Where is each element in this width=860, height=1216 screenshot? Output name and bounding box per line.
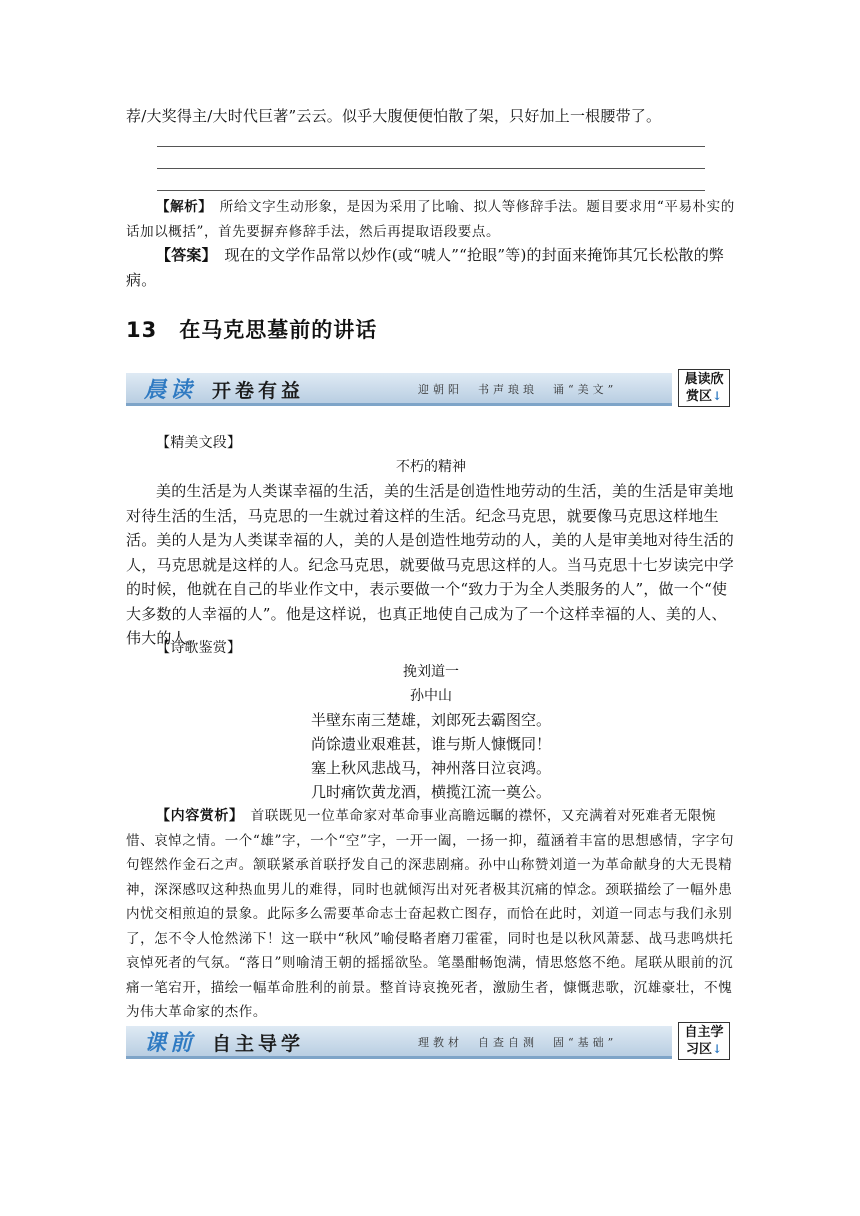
- banner-zone-box: [678, 1022, 730, 1060]
- banner-title: 开卷有益: [212, 380, 305, 402]
- banner-motto: 理教材 自查自测 固“基础”: [418, 1036, 618, 1049]
- analysis-text: 所给文字生动形象，是因为采用了比喻、拟人等修辞手法。题目要求用“平易朴实的话加以概括”，首先要摒弃修辞手法，然后再提取语段要点。: [126, 199, 735, 240]
- zone-label-line1: 晨读欣: [684, 372, 724, 387]
- answer-line-2: [157, 168, 705, 169]
- zone-label-line2: 赏区: [685, 389, 712, 404]
- zone-label-line2: 习区: [685, 1042, 712, 1057]
- zone-label-line1: 自主学: [684, 1025, 724, 1040]
- answer-text: 现在的文学作品常以炒作(或“唬人”“抢眼”等)的封面来掩饰其冗长松散的弊病。: [126, 246, 725, 289]
- banner-big-text: 课前: [144, 1030, 197, 1056]
- excerpt-text: 美的生活是为人类谋幸福的生活，美的生活是创造性地劳动的生活，美的生活是审美地对待生活的生活，马克思的一生就过着这样的生活。纪念马克思，就要像马克思这样地生活。美的人是为人类谋幸福的人，美的人是创造性地劳动的人，美的人是审美地对待生活的人，马克思就是这样的人。纪念马克思，就要做马克思这样的人。当马克思十七岁读完中学的时候，他就在自己的毕业作文中，表示要做一个“致力于为全人类服务的人”，做一个“使大多数的人幸福的人”。他是这样说，也真正地使自己成为了一个这样幸福的人、美的人、伟大的人。: [126, 482, 735, 647]
- analysis-paragraph: [126, 195, 736, 244]
- answer-line-1: [157, 146, 705, 147]
- excerpt-label: 【精美文段】: [156, 435, 242, 451]
- poem-author: 孙中山: [410, 688, 452, 704]
- self-study-banner: [126, 1020, 736, 1062]
- poem-line-4: 几时痛饮黄龙酒，横揽江流一奠公。: [310, 783, 551, 801]
- morning-reading-banner: [126, 367, 736, 409]
- poem-line-3: 塞上秋风悲战马，神州落日泣哀鸿。: [310, 759, 551, 777]
- poem-section-label: 【诗歌鉴赏】: [156, 640, 242, 656]
- content-analysis-paragraph: [126, 804, 736, 1025]
- content-analysis-text: 首联既见一位革命家对革命事业高瞻远瞩的襟怀，又充满着对死难者无限惋惜、哀悼之情。一个“雄”字，一个“空”字，一开一阖，一扬一抑，蕴涵着丰富的思想感情，字字句句铿然作金石之声。颔联紧承首联抒发自己的深悲剧痛。孙中山称赞刘道一为革命献身的大无畏精神，深深感叹这种热血男儿的难得，同时也就倾泻出对死者极其沉痛的悼念。颈联描绘了一幅外患内忧交相煎迫的景象。此际多么需要革命志士奋起救亡图存，而恰在此时，刘道一同志与我们永别了，怎不令人怆然涕下！这一联中“秋风”喻侵略者磨刀霍霍，同时也是以秋风萧瑟、战马悲鸣烘托哀悼死者的气氛。“落日”则喻清王朝的摇摇欲坠。笔墨酣畅饱满，情思悠悠不绝。尾联从眼前的沉痛一笔宕开，描绘一幅革命胜利的前景。整首诗哀挽死者，激励生者，慷慨悲歌，沉雄豪壮，不愧为伟大革命家的杰作。: [126, 808, 735, 1020]
- answer-line-3: [157, 190, 705, 191]
- poem-line-1: 半壁东南三楚雄，刘郎死去霸图空。: [310, 711, 551, 729]
- lesson-number: 13: [126, 318, 158, 342]
- lesson-name: 在马克思墓前的讲话: [179, 318, 378, 342]
- banner-motto: 迎朝阳 书声琅琅 诵“美文”: [418, 383, 618, 396]
- down-arrow-icon: ↓: [711, 389, 723, 403]
- poem-title: 挽刘道一: [403, 664, 459, 680]
- lesson-title: [126, 314, 377, 344]
- answer-label: 【答案】: [156, 246, 210, 264]
- poem-line-2: 尚馀遗业艰难甚，谁与斯人慷慨同！: [310, 735, 551, 753]
- content-analysis-label: 【内容赏析】: [156, 808, 237, 824]
- banner-title: 自主导学: [212, 1033, 305, 1055]
- answer-paragraph: [126, 243, 736, 292]
- down-arrow-icon: ↓: [711, 1042, 723, 1056]
- banner-zone-box: [678, 369, 730, 407]
- banner-big-text: 晨读: [144, 377, 197, 403]
- analysis-label: 【解析】: [156, 199, 206, 215]
- excerpt-title: 不朽的精神: [396, 459, 466, 475]
- continued-text: 荐/大奖得主/大时代巨著”云云。似乎大腹便便怕散了架，只好加上一根腰带了。: [126, 107, 662, 125]
